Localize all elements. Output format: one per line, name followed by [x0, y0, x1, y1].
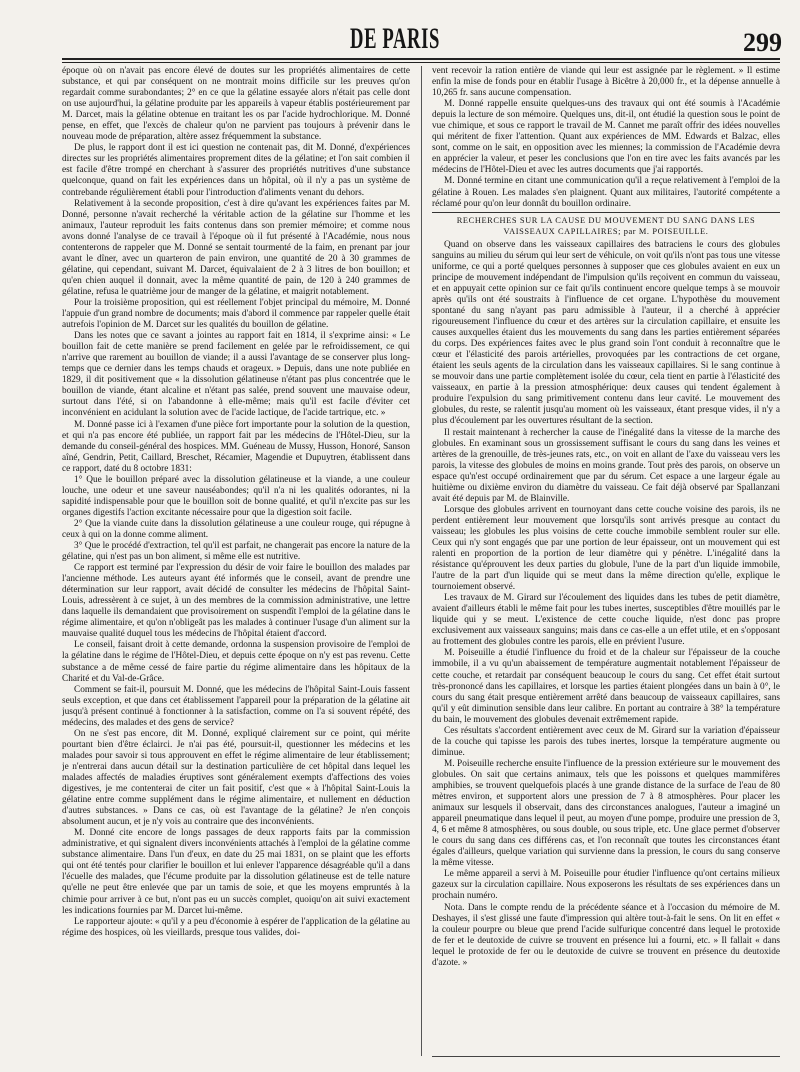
column-divider — [421, 66, 422, 1056]
paragraph: Dans les notes que ce savant a jointes au rapport fait en 1814, il s'exprime ainsi: « Le bouillon fait de cette manière se prend facilement en gelée par le refroidissement, ce qui n'arrive que rarement au bouillon de viande; il a aussi l'avantage de se conserver plus long-temps que ce dernier dans les temps chauds et orageux. » Depuis, dans une note publiée en 1829, il dit positivement que « la dissolution gélatineuse n'étant pas plus concentrée que le bouillon de viande, étant alcaline et n'étant pas salée, prend souvent une mauvaise odeur, surtout dans l'été, si on l'abandonne à elle-même; mais qu'il est facile d'éviter cet inconvénient en acidulant la solution avec de l'acide lactique, de l'acide tartrique, etc. » — [62, 331, 410, 419]
paragraph: Ce rapport est terminé par l'expression du désir de voir faire le bouillon des malades par l'ancienne méthode. Les auteurs ayant été informés que le conseil, avant de prendre une détermination sur leur rapport, avait décidé de consulter les médecins de l'hôpital Saint-Louis, adressèrent à ce sujet, à un des membres de la commission administrative, une lettre dans laquelle ils demandaient que provisoirement on suspendît l'emploi de la gélatine dans le régime alimentaire, et qu'on n'obligeât pas les malades à continuer l'usage d'un aliment sur la mauvaise qualité duquel tous les médecins de l'hôpital étaient d'accord. — [62, 563, 410, 640]
header-rule — [62, 58, 780, 60]
paragraph: Il restait maintenant à rechercher la cause de l'inégalité dans la vitesse de la marche des globules. En examinant sous un grossissement suffisant le cours du sang dans les veines et artères de la grenouille, de très-jeunes rats, etc., on voit en allant de l'axe du vaisseau vers les parois, la vitesse des globules de moins en moins grande. Tout près des parois, on observe un espace qu'n'est occupé ordinairement que par du sérum. Cet espace a une largeur égale au huitième ou dixième environ du diamètre du vaisseau. Ce fait déjà observé par Spallanzani avait été depuis par M. de Blainville. — [432, 427, 780, 504]
paragraph: Les travaux de M. Girard sur l'écoulement des liquides dans les tubes de petit diamètre, avaient d'ailleurs établi le même fait pour les tubes inertes, susceptibles d'être mouillés par le liquide qui y se meut. L'existence de cette couche liquide, n'est donc pas propre exclusivement aux vaisseaux sanguins; mais dans ce cas-elle a un effet utile, et en s'opposant au frottement des globules contre les parois, elle en prévient l'usure. — [432, 593, 780, 648]
left-column — [62, 66, 410, 1058]
paragraph: époque où on n'avait pas encore élevé de doutes sur les propriétés alimentaires de cette substance, et qui par conséquent on ne montrait moins difficile sur les preuves qu'on regardait comme surabondantes; 2° en ce que la gélatine essayée alors n'était pas celle dont on use aujourd'hui, la gélatine produite par les appareils à vapeur établis postérieurement par M. Darcet, mais la gélatine obtenue en traitant les os par l'acide hydrochlorique. M. Donné pense, en effet, que l'excès de chaleur qu'on ne parvient pas toujours à prévenir dans le nouveau mode de préparation, altère assez fréquemment la substance. — [62, 66, 410, 143]
paragraph: 3° Que le procédé d'extraction, tel qu'il est parfait, ne changerait pas encore la nature de la gélatine, qui n'est pas un bon aliment, si même elle est nutritive. — [62, 541, 410, 563]
paragraph: Le rapporteur ajoute: « qu'il y a peu d'économie à espérer de l'application de la gélatine au régime des hospices, où les vieillards, presque tous valides, doi- — [62, 916, 410, 938]
paragraph: 2° Que la viande cuite dans la dissolution gélatineuse a une couleur rouge, qui répugne à ceux à qui on la donne comme aliment. — [62, 518, 410, 540]
paragraph: Le même appareil a servi à M. Poiseuille pour étudier l'influence qu'ont certains milieux gazeux sur la circulation capillaire. Nous exposerons les résultats de ses expériences dans un prochain numéro. — [432, 869, 780, 902]
paragraph: Nota. Dans le compte rendu de la précédente séance et à l'occasion du mémoire de M. Deshayes, il s'est glissé une faute d'impression qui altère tout-à-fait le sens. On lit en effet « la couleur pourpre ou bleue que prend l'acide sulfurique concentré dans lequel le protoxide de fer et le deutoxide de cuivre se trouvent en présence lui a fourni, etc. » Il fallait « dans lequel le protoxide de fer ou le deutoxide de cuivre se trouvent en présence du deutoxide d'azote. » — [432, 902, 780, 968]
paragraph: Quand on observe dans les vaisseaux capillaires des batraciens le cours des globules sanguins au milieu du sérum qui leur sert de véhicule, on voit qu'ils n'ont pas tous une vitesse uniforme, ce qui a porté quelques personnes à supposer que ces globules avaient en eux un principe de mouvement indépendant de l'impulsion qu'ils reçoivent en commun du vaisseau, et en appuyait cette opinion sur ce fait qu'ils continuent encore quelque temps à se mouvoir après qu'ils ont été soustraits à l'influence de cet organe. L'hypothèse du mouvement spontané du sang n'ayant pas paru admissible à l'auteur, il a cherché à apprécier rigoureusement l'influence du cœur et des artères sur la circulation capillaire, et ensuite les causes auxquelles étaient dus les mouvements du sang dans les parties entièrement séparées du corps. Des expériences faites avec le plus grand soin l'ont conduit à reconnaître que le cœur et l'élasticité des parois artérielles, provoquées par les contractions de cet organe, étaient les seuls agents de la circulation dans les vaisseaux capillaires. Si le sang continue à se mouvoir dans une partie complètement isolée du cœur, cela tient en partie à l'élasticité des vaisseaux, en partie à la pression atmosphérique: deux causes qui tendent également à produire l'expulsion du sang primitivement contenu dans leur cavité. Le mouvement des globules, du reste, se ralentit jusqu'au moment où les vaisseaux, étant presque vides, il n'y a plus d'écoulement par les ouvertures résultant de la section. — [432, 239, 780, 427]
masthead-title: DE PARIS — [350, 22, 440, 55]
paragraph: Le conseil, faisant droit à cette demande, ordonna la suspension provisoire de l'emploi de la gélatine dans le régime de l'Hôtel-Dieu, et depuis cette époque on n'y est pas revenu. Cette substance a de même cessé de faire partie du régime alimentaire dans les hôpitaux de la Charité et du Val-de-Grâce. — [62, 640, 410, 684]
paragraph: Lorsque des globules arrivent en tournoyant dans cette couche voisine des parois, ils ne perdent entièrement leur mouvement que lorsqu'ils sont arrivés presque au contact du vaisseau; les globules les plus voisins de cette couche immobile semblent rouler sur elle. Ceux qui n'y sont engagés que par une portion de leur épaisseur, ont un mouvement qui est ralenti en proportion de la portion de leur diamètre qui y pénètre. L'inégalité dans la résistance qu'éprouvent les deux parties du globule, l'une de la part d'un liquide immobile, l'autre de la part d'un liquide qui se meut dans la même direction qu'elle, explique le tournoiement observé. — [432, 504, 780, 593]
header-rule-thin — [62, 62, 780, 63]
paragraph: Comment se fait-il, poursuit M. Donné, que les médecins de l'hôpital Saint-Louis fassent seuls exception, et que dans cet établissement l'appareil pour la préparation de la gélatine ait jusqu'à présent continué à fonctionner à la satisfaction, comme on l'a si souvent répété, des médecins, des malades et des gens de service? — [62, 684, 410, 728]
paragraph: M. Donné passe ici à l'examen d'une pièce fort importante pour la solution de la question, et qui n'a pas encore été publiée, un rapport fait par les médecins de l'Hôtel-Dieu, sur la demande du conseil-général des hospices. MM. Guéneau de Mussy, Husson, Honoré, Sanson aîné, Gendrin, Petit, Caillard, Breschet, Récamier, Magendie et Dupuytren, établissent dans ce rapport, daté du 8 octobre 1831: — [62, 419, 410, 474]
paragraph: Pour la troisième proposition, qui est réellement l'objet principal du mémoire, M. Donné l'appuie d'un grand nombre de documents; mais d'abord il commence par rappeler quelle était autrefois l'opinion de M. Darcet sur les qualités du bouillon de gélatine. — [62, 297, 410, 331]
paragraph: Relativement à la seconde proposition, c'est à dire qu'avant les expériences faites par M. Donné, personne n'avait recherché la véritable action de la gélatine sur l'homme et les animaux, l'auteur reproduit les faits contenus dans son premier mémoire; et comme nous avons donné l'analyse de ce travail à l'époque où il fut présenté à l'Académie, nous nous contenterons de rappeler que M. Donné se sentait tourmenté de la faim, en prenant par jour avant le dîner, avec un quarteron de pain environ, une quantité de 20 à 30 grammes de gélatine, qui cependant, suivant M. Darcet, équivalaient de 2 à 3 litres de bon bouillon; et qu'en chien auquel il donnait, avec la même quantité de pain, de 120 à 240 grammes de gélatine, refusa le quatrième jour de manger de la gélatine, et maigrit notablement. — [62, 198, 410, 297]
running-head — [0, 8, 800, 60]
paragraph: Ces résultats s'accordent entièrement avec ceux de M. Girard sur la variation d'épaisseur de la couche qui tapisse les parois des tubes inertes, lorsque la température augmente ou diminue. — [432, 725, 780, 758]
paragraph: On ne s'est pas encore, dit M. Donné, expliqué clairement sur ce point, qui mérite pourtant bien d'être éclairci. Je n'ai pas été, poursuit-il, questionner les médecins et les malades pour savoir si tous approuvent en effet le régime alimentaire de leur établissement; je n'entrerai dans aucun détail sur la destination particulière de cet hôpital dans lequel les malades affectés de maladies éruptives sont généralement exempts d'affections des voies digestives, je me contenterai de citer un fait positif, c'est que « à l'hôpital Saint-Louis la gélatine entre comme supplément dans le régime alimentaire, et nullement en déduction d'autres substances. » Dans ce cas, où est l'avantage de la gélatine? Je n'en conçois absolument aucun, et je n'y vois au contraire que des inconvénients. — [62, 728, 410, 828]
paragraph: vent recevoir la ration entière de viande qui leur est assignée par le règlement. » Il estime enfin la mise de fonds pour en établir l'usage à Bicêtre à 20,000 fr., et la dépense annuelle à 10,265 fr. sans aucune compensation. — [432, 66, 780, 99]
paragraph: M. Donné cite encore de longs passages de deux rapports faits par la commission administrative, et qui signalent divers inconvénients attachés à l'emploi de la gélatine comme substance alimentaire. Dans l'un d'eux, en date du 25 mai 1831, on se plaint que les efforts qui ont été tentés pour clarifier le bouillon et lui enlever l'apparence désagréable qu'il a dans l'écuelle des malades, que l'écume produite par la dissolution gélatineuse est de telle nature qu'elle ne peut être enlevée que par un tamis de soie, et que les moyens empruntés à la chimie pour arriver à ce but, n'ont pas eu un succès complet, quoiqu'on ait suivi exactement les indications fournies par M. Darcet lui-même. — [62, 828, 410, 916]
paragraph: M. Donné rappelle ensuite quelques-uns des travaux qui ont été soumis à l'Académie depuis la lecture de son mémoire. Quelques uns, dit-il, ont étudié la question sous le point de vue chimique, et sous ce rapport le travail de M. Cannet me paraît offrir des idées nouvelles qui méritent de fixer l'attention. Quant aux expériences de MM. Edwards et Balzac, elles sont, comme on le sait, en opposition avec les miennes; la commission de l'Académie devra en apprécier la valeur, et peser les conclusions que l'on en tire avec les faits avancés par les médecins de l'Hôtel-Dieu et avec les autres documents que j'ai rapportés. — [432, 99, 780, 176]
section-heading: RECHERCHES SUR LA CAUSE DU MOUVEMENT DU SANG DANS LES VAISSEAUX CAPILLAIRES; par M. POISEUILLE. — [432, 212, 780, 237]
right-column — [432, 66, 780, 1058]
paragraph: 1° Que le bouillon préparé avec la dissolution gélatineuse et la viande, a une couleur louche, une odeur et une saveur nauséabondes; qu'il n'a ni les qualités odorantes, ni la sapidité indispensable pour que le bouillon soit de bonne qualité, et qu'il n'excite pas sur les organes digestifs l'action excitante nécessaire pour que la digestion soit facile. — [62, 474, 410, 518]
paragraph: M. Donné termine en citant une communication qu'il a reçue relativement à l'emploi de la gélatine à Rouen. Les malades s'en plaignent. Quant aux militaires, l'autorité compétente a réclamé pour qu'on leur donnât du bouillon ordinaire. — [432, 176, 780, 209]
paragraph: De plus, le rapport dont il est ici question ne contenait pas, dit M. Donné, d'expériences directes sur les propriétés alimentaires proprement dites de la gélatine; et l'on sait combien il est facile d'être trompé en cherchant à s'assurer des propriétés nutritives d'une substance quelconque, quand on fait les expériences dans un hôpital, où il n'y a pas un système de contrebande régulièrement établi pour l'introduction d'aliments venant du dehors. — [62, 143, 410, 198]
page-number: 299 — [743, 28, 782, 57]
paragraph: M. Poiseuille a étudié l'influence du froid et de la chaleur sur l'épaisseur de la couche immobile, il a vu qu'un abaissement de température augmentait notablement l'épaisseur de cette couche, et retardait par conséquent beaucoup le cours du sang. Cet effet était surtout très-prononcé dans les capillaires, et lorsque les parties étaient plongées dans un bain à 0°, le cours du sang était presque entièrement arrêté dans beaucoup de vaisseaux capillaires, sans qu'il y eût diminution sensible dans leur calibre. En portant au contraire à 38° la température du bain, le mouvement des globules devenait extrêmement rapide. — [432, 648, 780, 725]
footer-rule — [432, 1056, 780, 1057]
paragraph: M. Poiseuille recherche ensuite l'influence de la pression extérieure sur le mouvement des globules. On sait que certains animaux, tels que les poissons et quelques mammifères amphibies, se trouvent quelquefois placés à une grande distance de la surface de l'eau de 80 mètres environ, et supportent alors une pression de 7 à 8 atmosphères. Pour placer les animaux sur lesquels il observait, dans des circonstances analogues, l'auteur a imaginé un appareil pneumatique dans lequel il peut, au moyen d'une pompe, produire une pression de 3, 4, 6 et même 8 atmosphères, ou sous double, ou sous triple, etc. Une glace permet d'observer le cours du sang dans ces différens cas, et l'on reconnaît que toutes les circonstances étant égales d'ailleurs, quelque variation qui survienne dans la pression, le cours du sang conserve la même vitesse. — [432, 758, 780, 869]
